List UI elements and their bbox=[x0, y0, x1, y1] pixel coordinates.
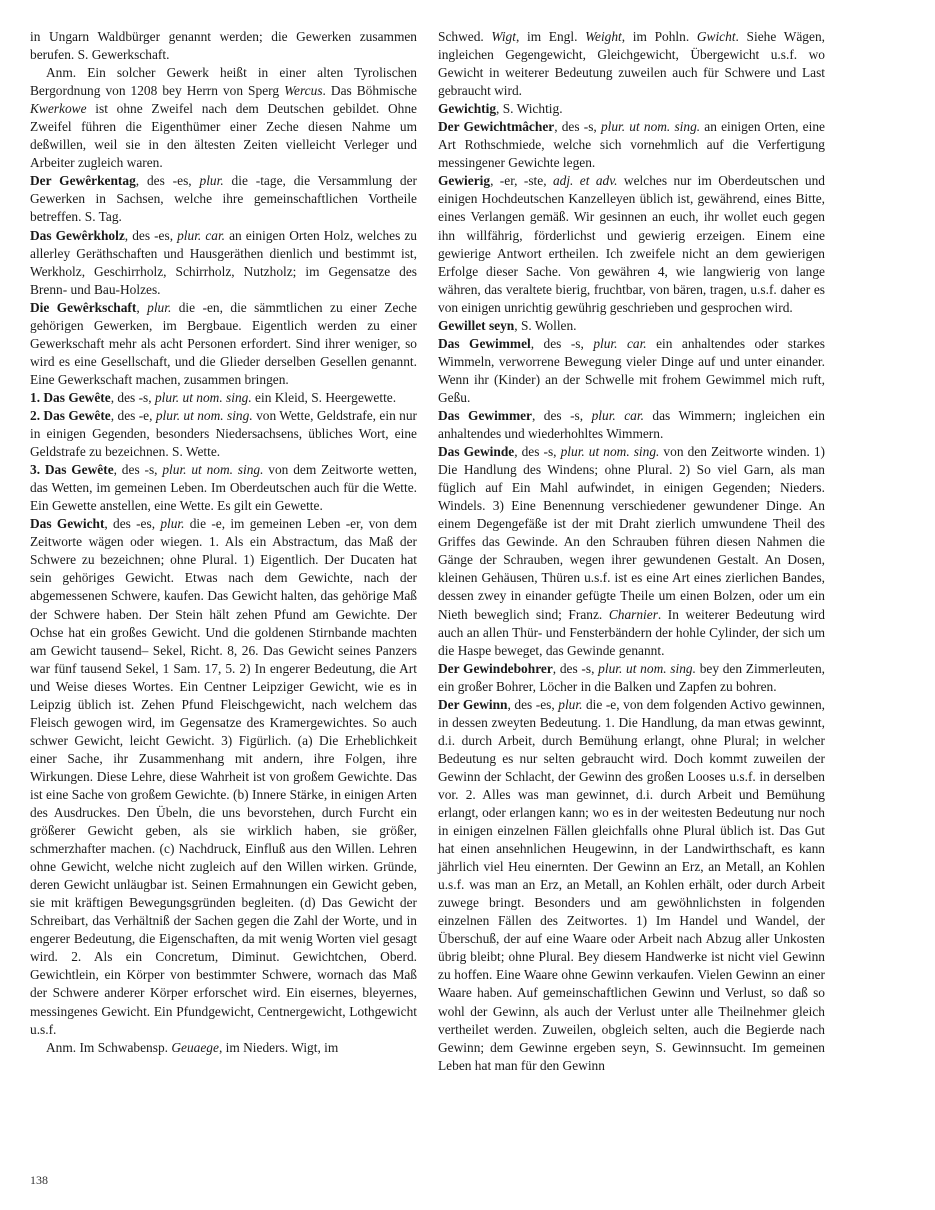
entry-text: , des -es, bbox=[135, 173, 200, 189]
italic-term: plur. bbox=[558, 696, 583, 712]
entry-text: . Das Böhmische bbox=[322, 83, 417, 99]
italic-term: plur. bbox=[147, 299, 172, 315]
dictionary-entry bbox=[30, 515, 417, 1038]
annotation-paragraph bbox=[30, 1039, 417, 1057]
italic-term: Weight bbox=[585, 29, 622, 44]
italic-term: plur. ut nom. sing. bbox=[162, 462, 264, 478]
entry-text: Anm. Im Schwabensp. bbox=[46, 1039, 172, 1055]
headword: Die Gewêrkschaft bbox=[30, 299, 137, 315]
entry-text: , bbox=[136, 299, 148, 315]
headword: Gewichtig bbox=[438, 101, 497, 117]
entry-text: bey den Zimmerleuten, ein großer Bohrer, Löcher in die Balken und Zapfen zu bohren. bbox=[438, 660, 825, 694]
italic-term: Gwicht bbox=[696, 29, 736, 44]
headword: Das Gewimmer bbox=[438, 407, 532, 423]
italic-term: plur. ut nom. sing. bbox=[155, 407, 253, 423]
entry-text: , S. Wollen. bbox=[514, 317, 577, 333]
headword: 2. Das Gewête bbox=[30, 407, 111, 423]
dictionary-entry bbox=[438, 660, 825, 696]
italic-term: plur. bbox=[160, 516, 185, 532]
continuation-paragraph bbox=[30, 28, 417, 64]
entry-text: ein anhaltendes oder starkes Wimmeln, verworrene Bewegung vieler Dinge auf und unter einander. Wenn ihr (Kinder) an der Schwelle mit frohem Gewimmel mich ruft, Geßu. bbox=[438, 335, 825, 405]
entry-text: , des -s, bbox=[530, 335, 594, 351]
headword: Gewierig bbox=[438, 173, 491, 189]
entry-text: die -e, von dem folgenden Activo gewinnen, in dessen zweyten Bedeutung. 1. Die Handlung, da man etwas gewinnt, d.i. durch Arbeit, durch Bemühung erlangt, ohne Plural; in welcher Bedeutung es nur selten gebraucht wird. Doch kommt zuweilen der Gewinn der Schlacht, der Gewinn des großen Looses u.s.f. in derselben vor. 2. Alles was man gewinnet, d.i. durch Arbeit und Bemühung erlangt, oder erlangen kann; wo es in der weitesten Bedeutung nur noch in einigen einzelnen Fällen gleichfalls ohne Plural üblich ist. Das Gut hat einen ansehnlichen Heugewinn, in der Landwirthschaft, es kann jährlich viel Heu einernten. Der Gewinn an Erz, an Metall, an Kohlen u.s.f. was man an Erz, an Metall, an Kohlen erhält, oder durch Arbeit zuwege bringt. Besonders und am gewöhnlichsten in folgenden einzelnen Fällen des Zeitwortes. 1) Im Handel und Wandel, der Überschuß, der auf eine Waare oder Arbeit nach Abzug aller Unkosten übrig bleibt; ohne Plural. Bey diesem Handwerke ist nicht viel Gewinn zu hoffen. Eine Waare ohne Gewinn verkaufen. Vielen Gewinn an einer Waare haben. Auf gemeinschaftlichen Gewinn und Verlust, so daß so wohl der Gewinn, als auch der Verlust unter alle Theilnehmer gleich vertheilet werden. Zuweilen, obgleich selten, auch die Begierde nach Gewinn; dem Gewinne ergeben seyn, S. Gewinnsucht. Im gemeinen Leben hat man für den Gewinn bbox=[438, 696, 826, 1073]
entry-text: an einigen Orten Holz, welches zu allerley Geräthschaften und Hausgeräthen dienlich und bestimmt ist, Werkholz, Geschirrholz, Schirrholz, Nutzholz; im Gegensatze des Brenn- und Bau-Holzes. bbox=[30, 227, 417, 297]
entry-text: . Siehe Wägen, ingleichen Gegengewicht, Gleichgewicht, Übergewicht u.s.f. wo Gewicht in weiterer Bedeutung zuweilen auch für Schwere und Last gebraucht wird. bbox=[438, 29, 825, 99]
dictionary-entry bbox=[438, 100, 825, 118]
entry-text: , des -s, bbox=[531, 407, 592, 423]
entry-text: das Wimmern; ingleichen ein anhaltendes und wiederhohltes Wimmern. bbox=[438, 407, 825, 442]
entry-text: , im Pohln. bbox=[621, 29, 697, 44]
headword: Gewillet seyn bbox=[438, 317, 515, 333]
italic-term: plur. ut nom. sing. bbox=[598, 660, 696, 676]
entry-text: , des -e, bbox=[110, 407, 156, 423]
italic-term: plur. car. bbox=[593, 335, 647, 351]
page-number: 138 bbox=[30, 1173, 48, 1187]
entry-text: , des -s, bbox=[110, 389, 155, 405]
entry-text: Anm. Ein solcher Gewerk heißt in einer alten Tyrolischen Bergordnung von 1208 bey Herrn von Sperg bbox=[30, 65, 417, 99]
italic-term: plur. car. bbox=[177, 227, 226, 243]
dictionary-entry bbox=[30, 461, 417, 515]
italic-term: plur. bbox=[199, 173, 224, 189]
entry-text: , im Engl. bbox=[515, 29, 586, 44]
entry-text: , im Nieders. Wigt, im bbox=[218, 1039, 339, 1055]
dictionary-entry bbox=[438, 443, 825, 660]
italic-term: plur. ut nom. sing. bbox=[600, 119, 701, 135]
italic-term: plur. car. bbox=[591, 407, 644, 423]
entry-text: an einigen Orten, eine Art Rothschmiede, welche sich vornehmlich auf die Verfertigung messingener Gewichte legen. bbox=[438, 119, 825, 171]
headword: Das Gewimmel bbox=[438, 335, 531, 351]
annotation-paragraph bbox=[30, 64, 417, 172]
italic-term: Wercus bbox=[284, 83, 323, 99]
dictionary-entry bbox=[30, 407, 417, 461]
entry-text: , des -s, bbox=[514, 444, 561, 460]
headword: 3. Das Gewête bbox=[30, 462, 114, 478]
entry-text: in Ungarn Waldbürger genannt werden; die Gewerken zusammen berufen. S. Gewerkschaft. bbox=[30, 29, 417, 63]
entry-text: die -e, im gemeinen Leben -er, von dem Zeitworte wägen oder wiegen. 1. Als ein Abstractum, das Maß der Schwere zu bezeichnen; ohne Plural. 1) Eigentlich. Der Ducaten hat sein gehöriges Gewicht. Etwas nach dem Gewichte, nach der abgemessenen Schwere, kaufen. Das Gewicht halten, das gehörige Maß der Schwere haben. Der Stein hält zehen Pfund am Gewichte. Der Ochse hat ein großes Gewicht. Und die goldenen Stirnbande machten am Gewicht tausend– Sekel, Richt. 8, 26. Das Gewicht seines Panzers war fünf tausend Sekel, 1 Sam. 17, 5. 2) In engerer Bedeutung, die Art und Weise dieses Wortes. Ein Centner Leipziger Gewicht, wie es in Leipzig üblich ist. Zehen Pfund Fleischgewicht, nach welchem das Fleisch gewogen wird, im Gegensatze des Kramergewichtes. So auch schwer Gewicht, leicht Gewicht. 3) Figürlich. (a) Die Erheblichkeit einer Sache, ihr Zusammenhang mit andern, ihre Folgen, ihre Wirkungen. Diese Lehre, diese Wahrheit ist von großem Gewichte. Das ist eine Sache von großem Gewichte. (b) Innere Stärke, in einigen Arten des Ausdruckes. Den Übeln, die uns bevorstehen, durch Furcht ein größerer Gewicht geben, als sie wirklich haben, sie größer, schmerzhafter machen. (c) Nachdruck, Einfluß aus den Willen. Lehren ohne Gewicht, welche nicht zugleich auf den Willen wirken. Gründe, deren Gewicht unläugbar ist. Seinen Ermahnungen ein Gewicht geben, sie mit kräftigen Bewegungsgründen begleiten. (d) Das Gewicht der Schreibart, das Verhältniß der Sachen gegen die Zahl der Worte, und in engerer Bedeutung, die Eigenschaften, da mit wenig Worten viel gesagt wird. 2. Als ein Concretum, Diminut. Gewichtchen, Oberd. Gewichtlein, ein Körper von bestimmter Schwere, wornach das Maß der Schwere anderer Körper erforschet wird. Ein eisernes, bleyernes, messingenes Gewicht. Ein Pfundgewicht, Centnergewicht, Lothgewicht u.s.f. bbox=[30, 516, 417, 1037]
entry-text: Schwed. bbox=[438, 29, 492, 44]
italic-term: Geuaege bbox=[171, 1039, 219, 1055]
entry-text: , S. Wichtig. bbox=[496, 101, 563, 117]
dictionary-entry bbox=[30, 389, 417, 407]
dictionary-entry bbox=[438, 118, 825, 172]
entry-text: , -er, -ste, bbox=[490, 173, 553, 189]
dictionary-entry bbox=[438, 407, 825, 443]
right-column bbox=[438, 28, 825, 1075]
italic-term: Kwerkowe bbox=[30, 101, 87, 117]
headword: Der Gewichtmâcher bbox=[438, 119, 555, 135]
dictionary-entry bbox=[438, 696, 825, 1075]
dictionary-entry bbox=[438, 172, 825, 316]
entry-text: , des -s, bbox=[552, 660, 599, 676]
headword: 1. Das Gewête bbox=[30, 389, 111, 405]
headword: Das Gewinde bbox=[438, 444, 515, 460]
entry-text: , des -s, bbox=[554, 119, 601, 135]
italic-term: Wigt bbox=[491, 29, 516, 44]
headword: Das Gewêrkholz bbox=[30, 227, 125, 243]
entry-text: ist ohne Zweifel nach dem Deutschen gebildet. Ohne Zweifel führen die Eigenthümer einer Zeche diesen Nahme um deßwillen, weil sie in den ältesten Zeiten vielleicht Verleger und Arbeiter zugleich waren. bbox=[30, 101, 417, 171]
continuation-paragraph bbox=[438, 28, 825, 100]
entry-text: ein Kleid, S. Heergewette. bbox=[251, 389, 397, 405]
italic-term: plur. ut nom. sing. bbox=[560, 444, 660, 460]
entry-text: von den Zeitworte winden. 1) Die Handlung des Windens; ohne Plural. 2) So viel Garn, als man füglich auf Ein Mahl aufwindet, in einigen Gegenden; Nieders. Windels. 3) Eine Benennung verschiedener gewundener Dinge. An einem Degengefäße ist der mit Draht zierlich umwundene Theil des Griffes das Gewinde. An den Schrauben führen diesen Nahmen die Gänge der Schrauben, wegen ihrer gewundenen Gestalt. An Dosen, kleinen Gehäusen, Thüren u.s.f. ist es eine Art eines zierlichen Bandes, dessen zwey in einander gefügte Theile um einen Bolzen, oder um ein Nieth beweglich sind; Franz. bbox=[438, 444, 825, 622]
dictionary-entry bbox=[30, 172, 417, 226]
entry-text: , des -s, bbox=[113, 462, 163, 478]
entry-text: die -en, die sämmtlichen zu einer Zeche gehörigen Gewerken, im Bergbaue. Eigentlich werden zu einer Gewerkschaft mehr als acht Personen erfordert. Sind ihrer weniger, so wird es eine Gesellschaft, und die Glieder derselben Gesellen genannt. Eine Gewerkschaft machen, zusammen bringen. bbox=[30, 299, 417, 387]
entry-text: welches nur im Oberdeutschen und einigen Hochdeutschen Kanzelleyen üblich ist, gewährend, eines Bitte, eines Verlangen gemäß. Wir gesinnen an euch, ihr wollet euch gegen ihn willfährig, förderlichst und gewierig erzeigen. Einem eine gewierige Antwort ertheilen. Ich zweifele nicht an dem gewierigen Erfolge dieser Sache. Von gewähren 4, wie langwierig von lange währen, das veraltete bierig, fruchtbar, von bären, tragen, u.s.f. daher es von einigen unrichtig gewührig geschrieben und gesprochen wird. bbox=[438, 173, 825, 315]
entry-text: von Wette, Geldstrafe, ein nur in einigen Gegenden, besonders Niedersachsens, übliches Wort, eine Geldstrafe zu bezeichnen. S. Wette. bbox=[30, 407, 417, 460]
entry-text: . In weiterer Bedeutung wird auch an allen Thür- und Fensterbändern der hohle Cylinder, der sich um die Haspe beweget, das Gewinde genannt. bbox=[438, 606, 825, 658]
dictionary-entry bbox=[30, 299, 417, 389]
entry-text: , des -es, bbox=[104, 516, 161, 532]
entry-text: die -tage, die Versammlung der Gewerken in Sachsen, welche ihre gemeinschaftlichen Vortheile betreffen. S. Tag. bbox=[30, 173, 417, 225]
dictionary-entry bbox=[438, 335, 825, 407]
headword: Der Gewinn bbox=[438, 696, 508, 712]
entry-text: , des -es, bbox=[124, 227, 178, 243]
headword: Das Gewicht bbox=[30, 516, 105, 532]
entry-text: , des -es, bbox=[507, 696, 559, 712]
entry-text: von dem Zeitworte wetten, das Wetten, im gemeinen Leben. Im Oberdeutschen auch für die Wette. Ein Gewette anstellen, eine Wette. Es gilt ein Gewette. bbox=[30, 462, 417, 514]
italic-term: adj. et adv. bbox=[552, 173, 618, 189]
italic-term: plur. ut nom. sing. bbox=[154, 389, 252, 405]
headword: Der Gewêrkentag bbox=[30, 173, 136, 189]
italic-term: Charnier bbox=[608, 606, 658, 622]
dictionary-entry bbox=[30, 227, 417, 299]
headword: Der Gewindebohrer bbox=[438, 660, 553, 676]
dictionary-entry bbox=[438, 317, 825, 335]
left-column bbox=[30, 28, 417, 1057]
